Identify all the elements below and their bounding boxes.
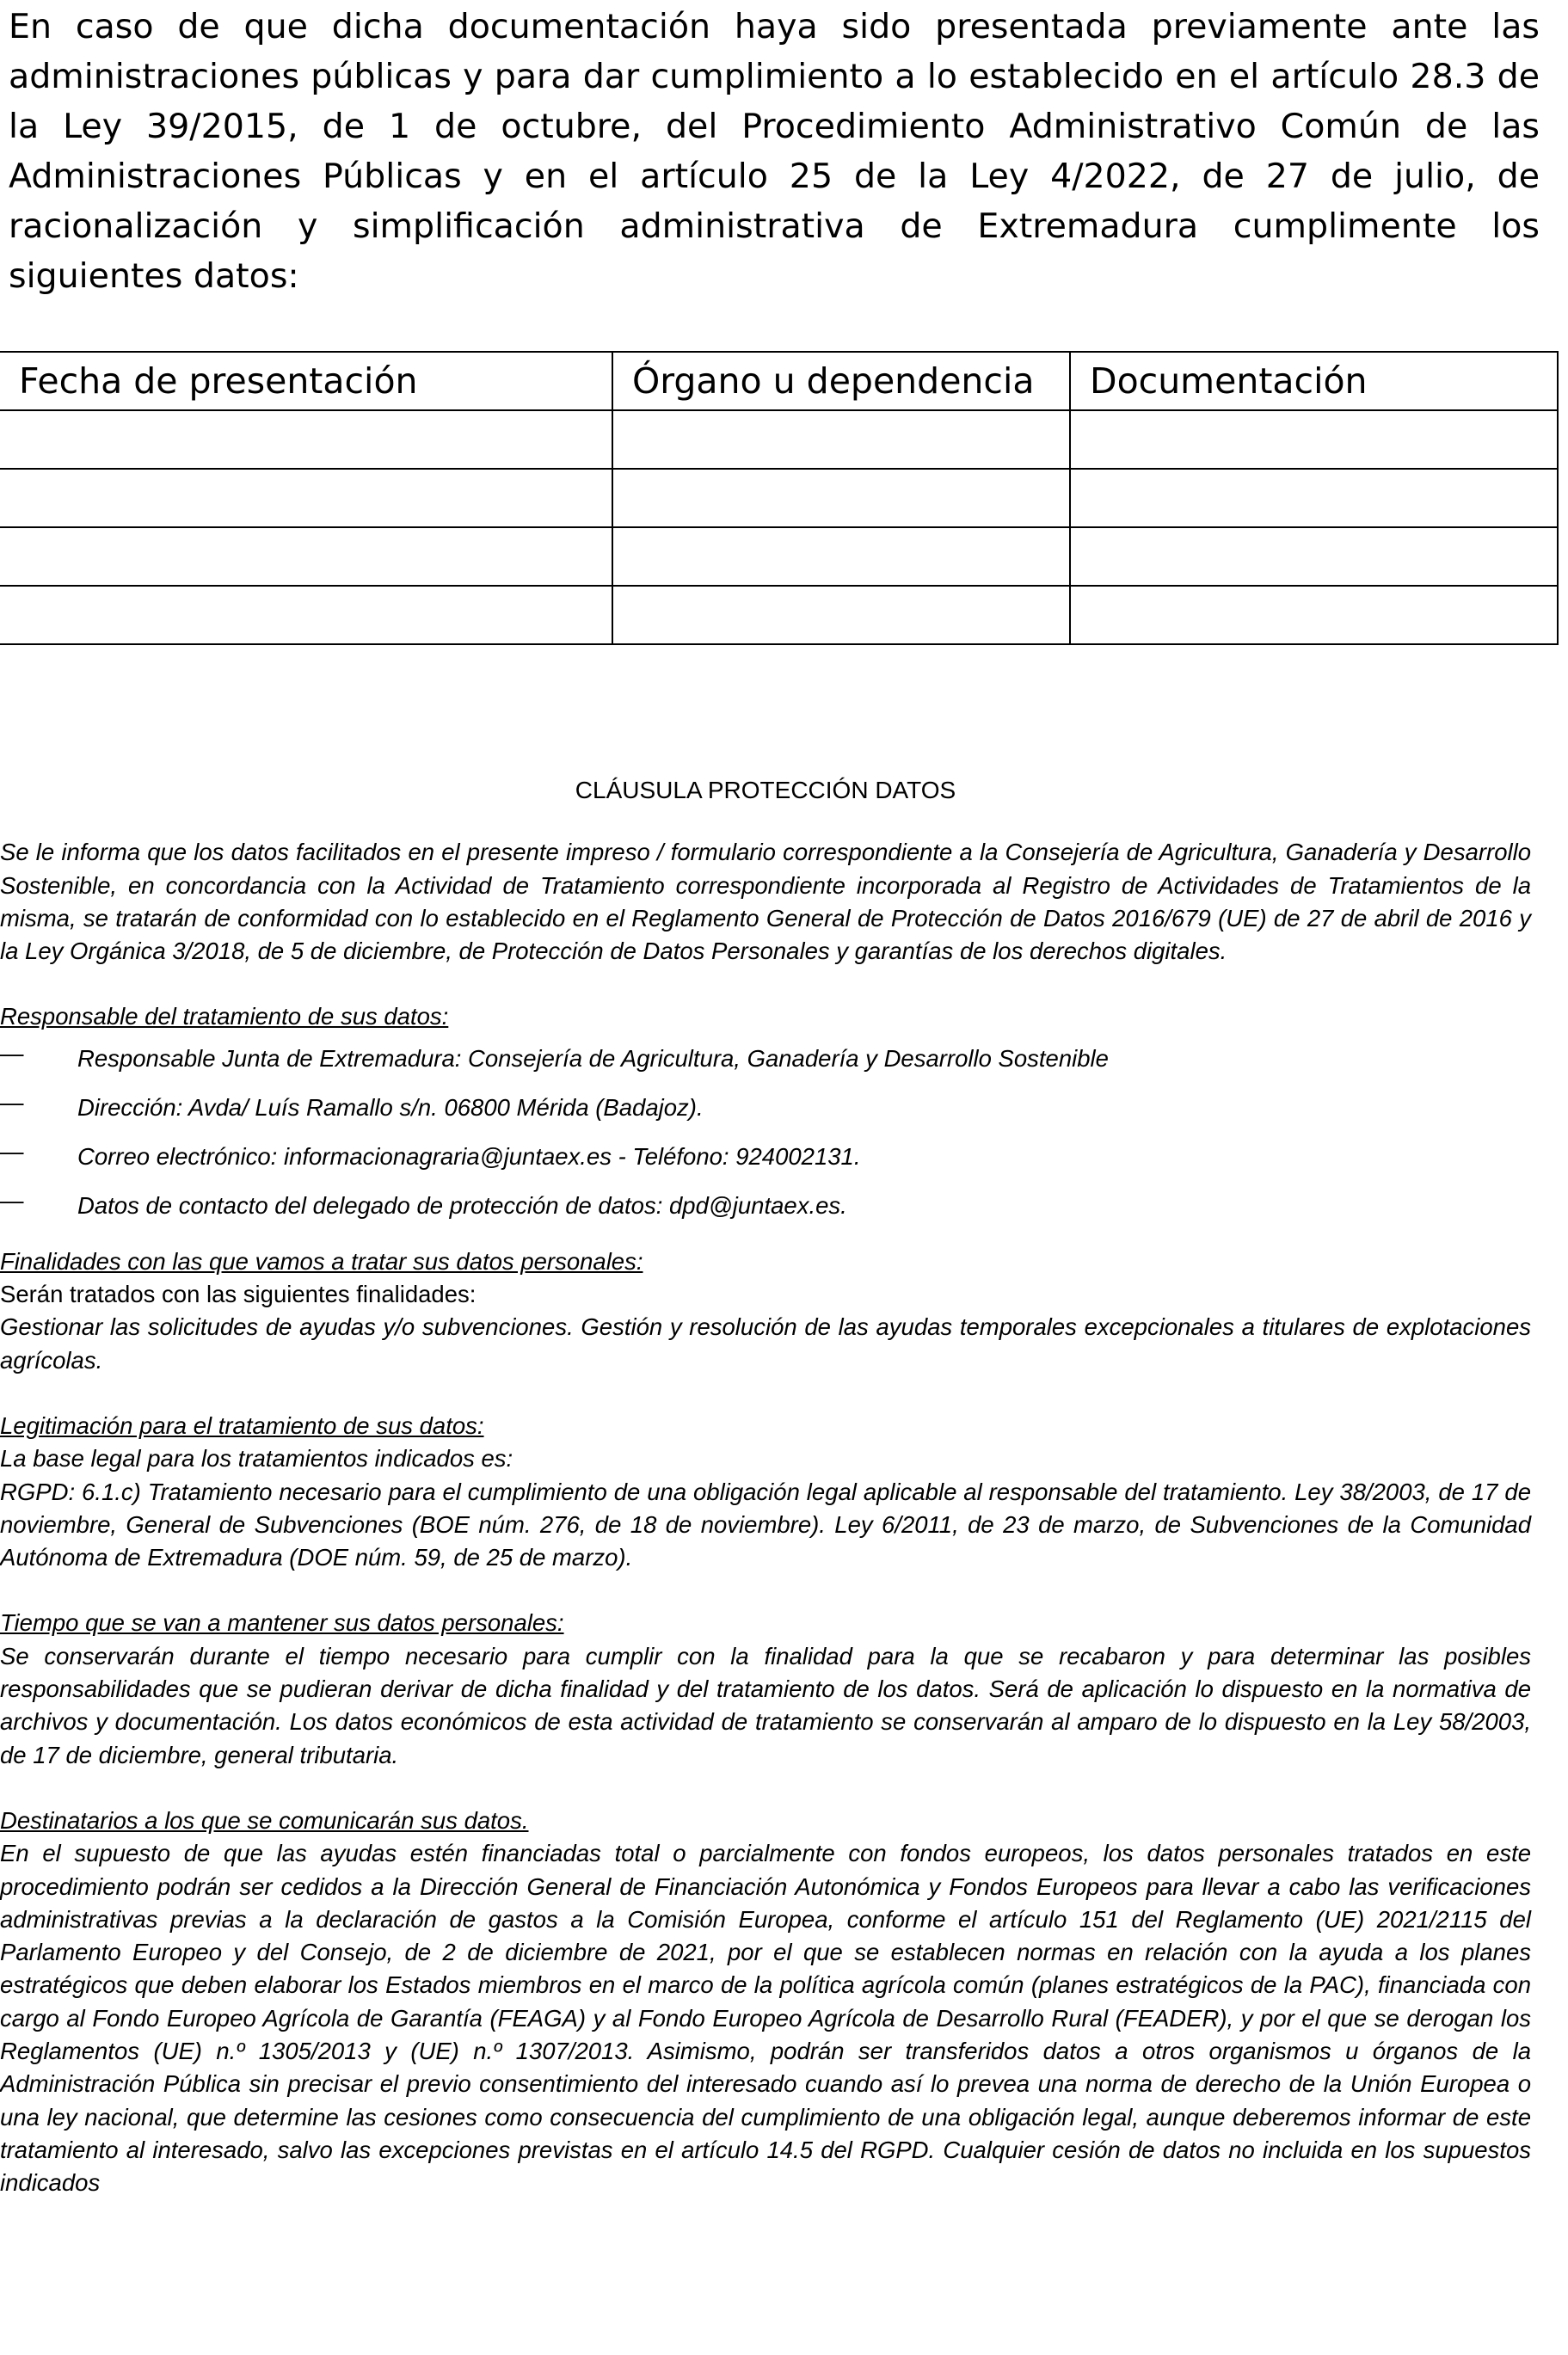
section-title-tiempo: Tiempo que se van a mantener sus datos personales:: [0, 1609, 564, 1637]
cell-documentacion-input[interactable]: [1070, 586, 1558, 644]
table-header-row: [0, 352, 1558, 410]
cell-fecha-input[interactable]: [0, 527, 612, 586]
dash-bullet: —: [0, 1186, 24, 1214]
destinatarios-text: En el supuesto de que las ayudas estén financiadas total o parcialmente con fondos europeos, los datos personales tratados en este procedimiento podrán ser cedidos a la Dirección General de Financiación Autonómica y Fondos Europeos para llevar a cabo las verificaciones administrativas previas a la declaración de gastos a la Comisión Europea, conforme el artículo 151 del Reglamento (UE) 2021/2115 del Parlamento Europeo y del Consejo, de 2 de diciembre de 2021, por el que se establecen normas en relación con la ayuda a los planes estratégicos que deben elaborar los Estados miembros en el marco de la política agrícola común (planes estratégicos de la PAC), financiada con cargo al Fondo Europeo Agrícola de Garantía (FEAGA) y al Fondo Europeo Agrícola de Desarrollo Rural (FEADER), y por el que se derogan los Reglamentos (UE) n.º 1305/2013 y (UE) n.º 1307/2013. Asimismo, podrán ser transferidos datos a otros organismos u órganos de la Administración Pública sin precisar el previo consentimiento del interesado cuando así lo prevea una norma de derecho de la Unión Europea o una ley nacional, que determine las cesiones como consecuencia del cumplimiento de una obligación legal, aunque deberemos informar de este tratamiento al interesado, salvo las excepciones previstas en el artículo 14.5 del RGPD. Cualquier cesión de datos no incluida en los supuestos indicados: [0, 1840, 1531, 2197]
data-protection-clause: [0, 774, 1531, 2200]
cell-organo-input[interactable]: [612, 410, 1070, 469]
table-row: [0, 410, 1558, 469]
dash-bullet: —: [0, 1137, 24, 1165]
section-title-responsable: Responsable del tratamiento de sus datos:: [0, 1003, 449, 1030]
finalidades-line2: Gestionar las solicitudes de ayudas y/o subvenciones. Gestión y resolución de las ayudas temporales excepcionales a titulares de explotaciones agrícolas.: [0, 1313, 1531, 1374]
list-item: — Correo electrónico: informacionagraria@juntaex.es - Teléfono: 924002131.: [0, 1141, 1531, 1190]
legitimacion-line2: RGPD: 6.1.c) Tratamiento necesario para el cumplimiento de una obligación legal aplicable al responsable del tratamiento. Ley 38/2003, de 17 de noviembre, General de Subvenciones (BOE núm. 276, de 18 de noviembre). Ley 6/2011, de 23 de marzo, de Subvenciones de la Comunidad Autónoma de Extremadura (DOE núm. 59, de 25 de marzo).: [0, 1478, 1531, 1571]
intro-paragraph: En caso de que dicha documentación haya sido presentada previamente ante las administraciones públicas y para dar cumplimiento a lo establecido en el artículo 28.3 de la Ley 39/2015, de 1 de octubre, del Procedimiento Administrativo Común de las Administraciones Públicas y en el artículo 25 de la Ley 4/2022, de 27 de julio, de racionalización y simplificación administrativa de Extremadura cumplimente los siguientes datos:: [9, 7, 1540, 296]
cell-fecha-input[interactable]: [0, 410, 612, 469]
cell-fecha-input[interactable]: [0, 586, 612, 644]
list-item: — Dirección: Avda/ Luís Ramallo s/n. 06800 Mérida (Badajoz).: [0, 1091, 1531, 1141]
tiempo-text: Se conservarán durante el tiempo necesario para cumplir con la finalidad para la que se recabaron y para determinar las posibles responsabilidades que se pudieran derivar de dicha finalidad y del tratamiento de los datos. Será de aplicación lo dispuesto en la normativa de archivos y documentación. Los datos económicos de esta actividad de tratamiento se conservarán al amparo de lo dispuesto en la Ley 58/2003, de 17 de diciembre, general tributaria.: [0, 1642, 1531, 1768]
cell-documentacion-input[interactable]: [1070, 469, 1558, 527]
table-row: [0, 469, 1558, 527]
documentation-table: [0, 351, 1559, 645]
cell-documentacion-input[interactable]: [1070, 527, 1558, 586]
list-item: — Responsable Junta de Extremadura: Consejería de Agricultura, Ganadería y Desarrollo Sostenible: [0, 1042, 1531, 1091]
clause-title: CLÁUSULA PROTECCIÓN DATOS: [575, 777, 956, 803]
cell-organo-input[interactable]: [612, 586, 1070, 644]
cell-organo-input[interactable]: [612, 469, 1070, 527]
document-page: [9, 0, 1540, 301]
finalidades-line1: Serán tratados con las siguientes finalidades:: [0, 1281, 477, 1308]
table-row: [0, 527, 1558, 586]
header-documentacion: Documentación: [1070, 352, 1558, 410]
clause-intro: Se le informa que los datos facilitados en el presente impreso / formulario correspondiente a la Consejería de Agricultura, Ganadería y Desarrollo Sostenible, en concordancia con la Actividad de Tratamiento correspondiente incorporada al Registro de Actividades de Tratamientos de la misma, se tratarán de conformidad con lo establecido en el Reglamento General de Protección de Datos 2016/679 (UE) de 27 de abril de 2016 y la Ley Orgánica 3/2018, de 5 de diciembre, de Protección de Datos Personales y garantías de los derechos digitales.: [0, 839, 1531, 965]
cell-documentacion-input[interactable]: [1070, 410, 1558, 469]
cell-fecha-input[interactable]: [0, 469, 612, 527]
cell-organo-input[interactable]: [612, 527, 1070, 586]
legitimacion-line1: La base legal para los tratamientos indicados es:: [0, 1445, 513, 1473]
responsable-list: [0, 1039, 1531, 1239]
section-title-finalidades: Finalidades con las que vamos a tratar sus datos personales:: [0, 1247, 643, 1275]
section-title-destinatarios: Destinatarios a los que se comunicarán sus datos.: [0, 1806, 529, 1834]
dash-bullet: —: [0, 1039, 24, 1067]
section-title-legitimacion: Legitimación para el tratamiento de sus datos:: [0, 1411, 484, 1439]
table-row: [0, 586, 1558, 644]
header-fecha: Fecha de presentación: [0, 352, 612, 410]
dash-bullet: —: [0, 1088, 24, 1116]
list-item: — Datos de contacto del delegado de protección de datos: dpd@juntaex.es.: [0, 1190, 1531, 1239]
header-organo: Órgano u dependencia: [612, 352, 1070, 410]
